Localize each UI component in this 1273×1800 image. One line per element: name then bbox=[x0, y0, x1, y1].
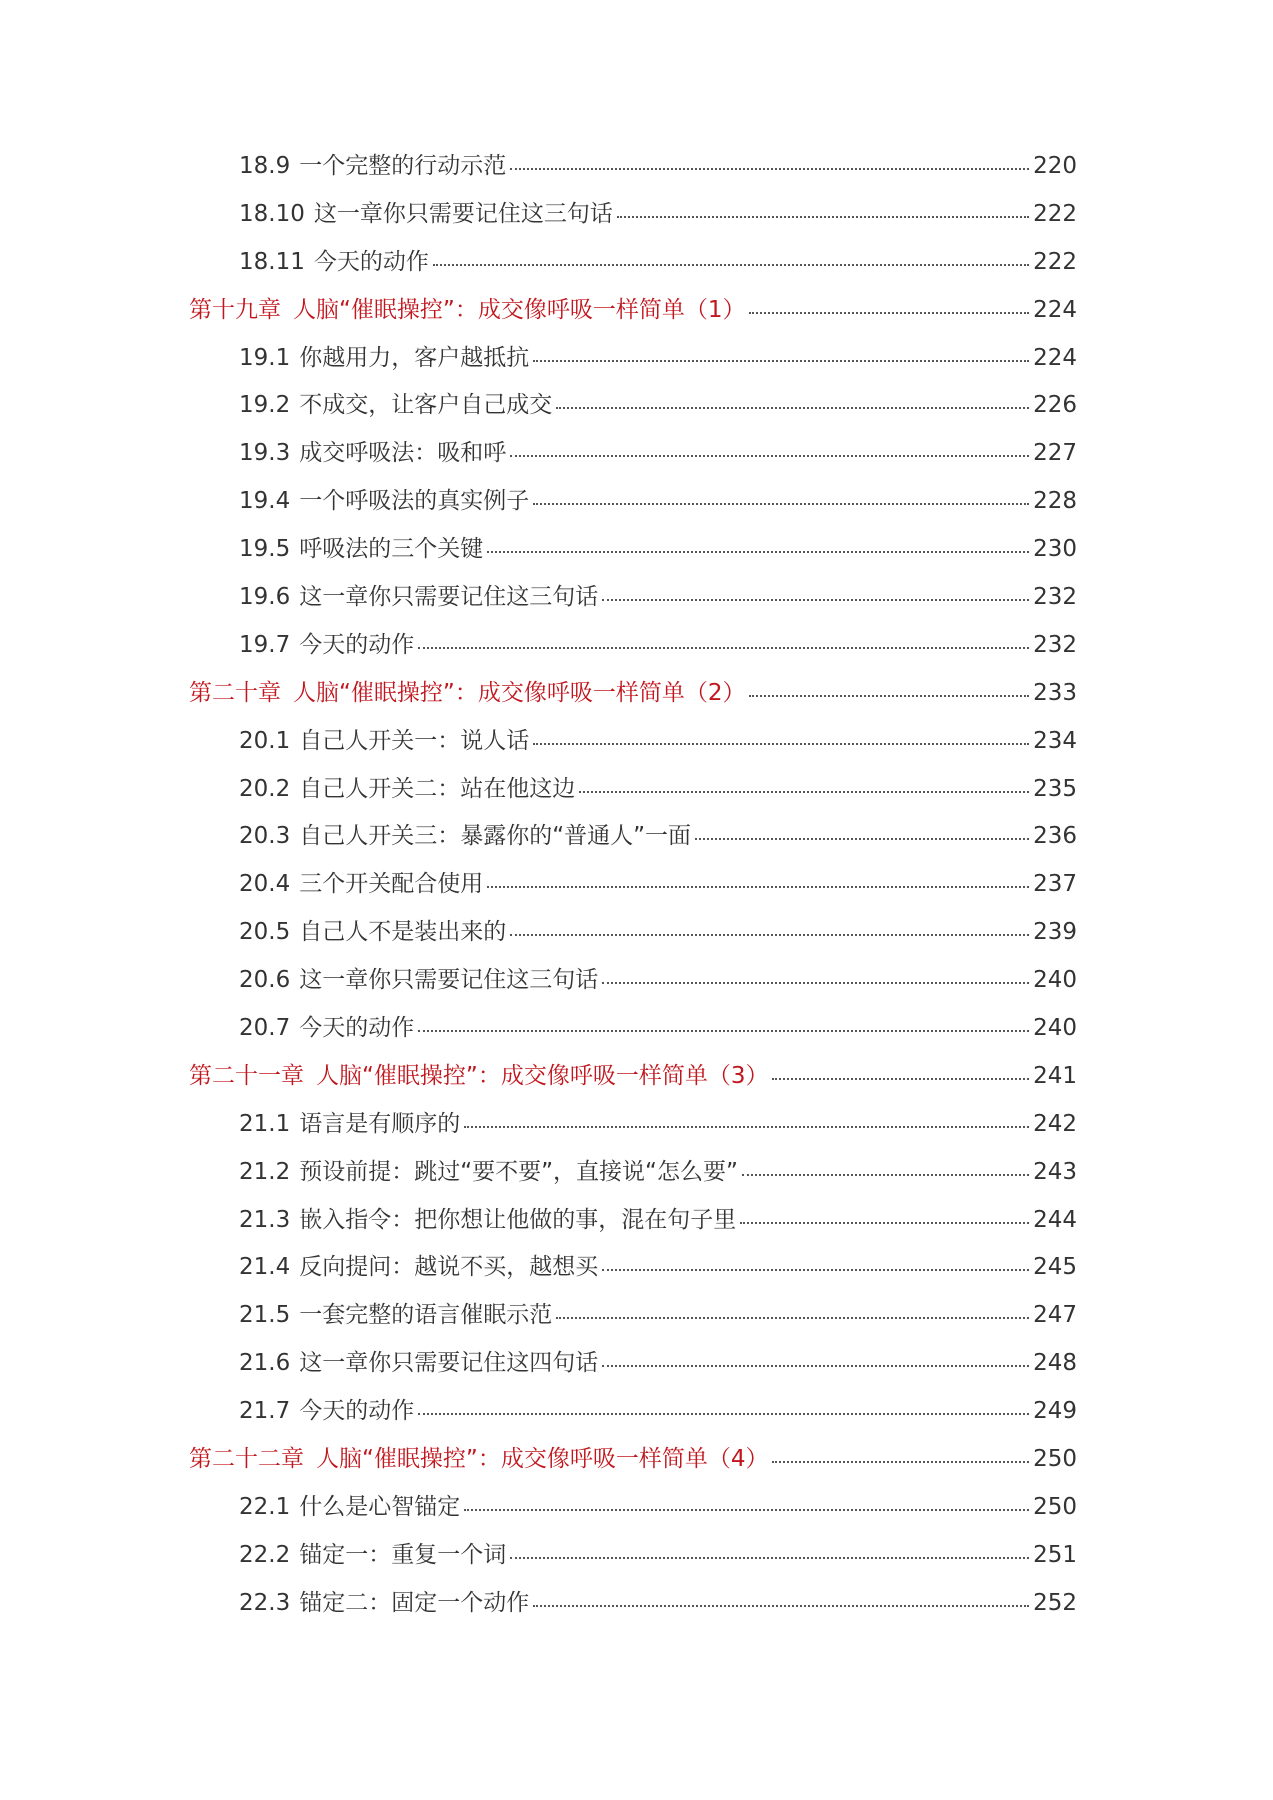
dot-leader bbox=[602, 982, 1029, 984]
toc-entry[interactable] bbox=[189, 1541, 1077, 1592]
toc-entry[interactable] bbox=[189, 921, 1077, 969]
toc-entry-title: 自己人不是装出来的 bbox=[299, 919, 507, 946]
toc-entry-number: 21.1 bbox=[239, 1110, 291, 1137]
dot-leader bbox=[533, 360, 1029, 362]
dot-leader bbox=[464, 1126, 1029, 1128]
toc-entry-page: 249 bbox=[1033, 1398, 1077, 1425]
toc-entry-title: 今天的动作 bbox=[299, 1398, 415, 1425]
dot-leader bbox=[533, 1605, 1029, 1607]
toc-entry-page: 222 bbox=[1033, 248, 1077, 275]
toc-chapter-heading[interactable] bbox=[189, 679, 1077, 730]
toc-entry-page: 239 bbox=[1033, 919, 1077, 946]
toc-chapter-number: 第二十章 bbox=[189, 679, 281, 706]
toc-entry-title: 不成交，让客户自己成交 bbox=[299, 392, 553, 419]
toc-entry-title: 预设前提：跳过“要不要”，直接说“怎么要” bbox=[299, 1158, 738, 1185]
toc-entry-page: 232 bbox=[1033, 584, 1077, 611]
toc-entry-page: 245 bbox=[1033, 1254, 1077, 1281]
dot-leader bbox=[749, 312, 1029, 314]
toc-entry-title: 三个开关配合使用 bbox=[299, 871, 484, 898]
toc-entry-number: 20.2 bbox=[239, 775, 291, 802]
toc-entry-page: 248 bbox=[1033, 1350, 1077, 1377]
toc-entry-number: 21.4 bbox=[239, 1254, 291, 1281]
toc-entry-page: 230 bbox=[1033, 536, 1077, 563]
toc-entry-title: 今天的动作 bbox=[299, 631, 415, 658]
toc-chapter-title: 人脑“催眠操控”：成交像呼吸一样简单（3） bbox=[316, 1062, 769, 1089]
toc-entry[interactable] bbox=[189, 538, 1077, 586]
toc-entry[interactable] bbox=[189, 344, 1077, 395]
dot-leader bbox=[556, 407, 1029, 409]
toc-entry[interactable] bbox=[189, 490, 1077, 538]
dot-leader bbox=[510, 934, 1029, 936]
dot-leader bbox=[418, 1030, 1029, 1032]
toc-entry-title: 这一章你只需要记住这四句话 bbox=[299, 1350, 599, 1377]
toc-entry[interactable] bbox=[189, 1017, 1077, 1065]
toc-entry[interactable] bbox=[189, 775, 1077, 826]
dot-leader bbox=[740, 1222, 1029, 1224]
toc-entry-title: 锚定一：重复一个词 bbox=[299, 1541, 507, 1568]
toc-chapter-heading[interactable] bbox=[189, 296, 1077, 347]
toc-entry-page: 244 bbox=[1033, 1206, 1077, 1233]
toc-entry-page: 224 bbox=[1033, 296, 1077, 323]
toc-entry-title: 成交呼吸法：吸和呼 bbox=[299, 440, 507, 467]
dot-leader bbox=[556, 1317, 1029, 1319]
toc-entry-page: 251 bbox=[1033, 1541, 1077, 1568]
dot-leader bbox=[749, 695, 1029, 697]
toc-entry-number: 21.2 bbox=[239, 1158, 291, 1185]
toc-entry-page: 240 bbox=[1033, 1015, 1077, 1042]
toc-entry-page: 240 bbox=[1033, 967, 1077, 994]
toc-chapter-title: 人脑“催眠操控”：成交像呼吸一样简单（1） bbox=[293, 296, 746, 323]
dot-leader bbox=[602, 1269, 1029, 1271]
toc-entry-page: 237 bbox=[1033, 871, 1077, 898]
toc-entry-page: 247 bbox=[1033, 1302, 1077, 1329]
toc-entry-number: 19.2 bbox=[239, 392, 291, 419]
toc-entry-number: 20.6 bbox=[239, 967, 291, 994]
toc-entry-number: 19.6 bbox=[239, 584, 291, 611]
dot-leader bbox=[533, 743, 1029, 745]
toc-chapter-title: 人脑“催眠操控”：成交像呼吸一样简单（2） bbox=[293, 679, 746, 706]
toc-entry[interactable] bbox=[189, 1400, 1077, 1448]
toc-entry-page: 224 bbox=[1033, 344, 1077, 371]
toc-entry-page: 234 bbox=[1033, 727, 1077, 754]
toc-entry[interactable] bbox=[189, 1304, 1077, 1352]
toc-chapter-number: 第二十一章 bbox=[189, 1062, 304, 1089]
toc-entry-number: 19.3 bbox=[239, 440, 291, 467]
toc-entry[interactable] bbox=[189, 873, 1077, 921]
dot-leader bbox=[772, 1078, 1029, 1080]
dot-leader bbox=[579, 791, 1029, 793]
toc-entry[interactable] bbox=[189, 155, 1077, 203]
toc-entry-page: 220 bbox=[1033, 153, 1077, 179]
dot-leader bbox=[487, 886, 1029, 888]
toc-entry-page: 250 bbox=[1033, 1493, 1077, 1520]
toc-entry-title: 什么是心智锚定 bbox=[299, 1493, 461, 1520]
toc-entry-page: 242 bbox=[1033, 1110, 1077, 1137]
toc-entry-number: 20.5 bbox=[239, 919, 291, 946]
toc-entry-title: 呼吸法的三个关键 bbox=[299, 536, 484, 563]
toc-entry-page: 226 bbox=[1033, 392, 1077, 419]
toc-chapter-title: 人脑“催眠操控”：成交像呼吸一样简单（4） bbox=[316, 1446, 769, 1473]
toc-entry-title: 这一章你只需要记住这三句话 bbox=[299, 967, 599, 994]
toc-entry-page: 236 bbox=[1033, 823, 1077, 850]
toc-entry-title: 嵌入指令：把你想让他做的事，混在句子里 bbox=[299, 1206, 737, 1233]
toc-entry-page: 250 bbox=[1033, 1446, 1077, 1473]
toc-chapter-number: 第十九章 bbox=[189, 296, 281, 323]
toc-entry-number: 18.9 bbox=[239, 153, 291, 179]
toc-entry-title: 一个完整的行动示范 bbox=[299, 153, 507, 179]
toc-entry[interactable] bbox=[189, 586, 1077, 634]
toc-entry-number: 21.6 bbox=[239, 1350, 291, 1377]
dot-leader bbox=[418, 1413, 1029, 1415]
toc-entry-number: 18.10 bbox=[239, 200, 305, 227]
toc-entry-number: 20.3 bbox=[239, 823, 291, 850]
toc-entry[interactable] bbox=[189, 1110, 1077, 1161]
toc-entry-number: 21.3 bbox=[239, 1206, 291, 1233]
dot-leader bbox=[464, 1509, 1029, 1511]
toc-entry-number: 19.4 bbox=[239, 488, 291, 515]
toc-entry-number: 22.3 bbox=[239, 1589, 291, 1616]
toc-entry-number: 19.1 bbox=[239, 344, 291, 371]
toc-entry[interactable] bbox=[189, 969, 1077, 1017]
toc-entry-page: 233 bbox=[1033, 679, 1077, 706]
toc-entry-title: 你越用力，客户越抵抗 bbox=[299, 344, 530, 371]
toc-entry[interactable] bbox=[189, 1352, 1077, 1400]
toc-entry[interactable] bbox=[189, 727, 1077, 778]
toc-entry[interactable] bbox=[189, 631, 1077, 682]
dot-leader bbox=[510, 1557, 1029, 1559]
toc-chapter-heading[interactable] bbox=[189, 1062, 1077, 1113]
toc-entry-number: 22.2 bbox=[239, 1541, 291, 1568]
toc-entry-page: 232 bbox=[1033, 631, 1077, 658]
toc-entry-number: 20.4 bbox=[239, 871, 291, 898]
toc-entry-number: 19.7 bbox=[239, 631, 291, 658]
toc-entry-title: 锚定二：固定一个动作 bbox=[299, 1589, 530, 1616]
toc-entry-number: 20.7 bbox=[239, 1015, 291, 1042]
toc-entry-page: 228 bbox=[1033, 488, 1077, 515]
toc-entry-page: 243 bbox=[1033, 1158, 1077, 1185]
toc-entry[interactable] bbox=[189, 1589, 1077, 1640]
toc-entry-title: 今天的动作 bbox=[313, 248, 429, 275]
toc-entry-title: 这一章你只需要记住这三句话 bbox=[299, 584, 599, 611]
toc-entry[interactable] bbox=[189, 1158, 1077, 1209]
dot-leader bbox=[533, 503, 1029, 505]
dot-leader bbox=[487, 551, 1029, 553]
dot-leader bbox=[742, 1174, 1029, 1176]
toc-entry-title: 自己人开关一：说人话 bbox=[299, 727, 530, 754]
toc-entry-number: 20.1 bbox=[239, 727, 291, 754]
toc-entry[interactable] bbox=[189, 1493, 1077, 1544]
toc-entry-page: 222 bbox=[1033, 200, 1077, 227]
toc-entry-number: 21.5 bbox=[239, 1302, 291, 1329]
dot-leader bbox=[617, 216, 1029, 218]
toc-entry[interactable] bbox=[189, 200, 1077, 251]
toc-entry[interactable] bbox=[189, 442, 1077, 490]
toc-entry-number: 21.7 bbox=[239, 1398, 291, 1425]
toc-entry[interactable] bbox=[189, 1256, 1077, 1304]
toc-entry-title: 反向提问：越说不买，越想买 bbox=[299, 1254, 599, 1281]
toc-entry-title: 一个呼吸法的真实例子 bbox=[299, 488, 530, 515]
toc-entry-page: 241 bbox=[1033, 1062, 1077, 1089]
toc-entry-title: 语言是有顺序的 bbox=[299, 1110, 461, 1137]
table-of-contents bbox=[189, 155, 1077, 1640]
toc-entry-page: 235 bbox=[1033, 775, 1077, 802]
toc-entry-page: 252 bbox=[1033, 1589, 1077, 1616]
dot-leader bbox=[602, 1365, 1029, 1367]
toc-entry-number: 18.11 bbox=[239, 248, 305, 275]
toc-entry[interactable] bbox=[189, 1206, 1077, 1257]
toc-chapter-heading[interactable] bbox=[189, 1448, 1077, 1496]
toc-entry[interactable] bbox=[189, 394, 1077, 442]
toc-entry-page: 227 bbox=[1033, 440, 1077, 467]
toc-entry-title: 一套完整的语言催眠示范 bbox=[299, 1302, 553, 1329]
dot-leader bbox=[772, 1461, 1029, 1463]
dot-leader bbox=[433, 264, 1029, 266]
dot-leader bbox=[602, 599, 1029, 601]
dot-leader bbox=[418, 647, 1029, 649]
toc-entry-title: 今天的动作 bbox=[299, 1015, 415, 1042]
dot-leader bbox=[510, 455, 1029, 457]
toc-entry-number: 22.1 bbox=[239, 1493, 291, 1520]
toc-entry-number: 19.5 bbox=[239, 536, 291, 563]
toc-entry[interactable] bbox=[189, 248, 1077, 299]
toc-entry[interactable] bbox=[189, 825, 1077, 873]
toc-entry-title: 自己人开关三：暴露你的“普通人”一面 bbox=[299, 823, 692, 850]
toc-chapter-number: 第二十二章 bbox=[189, 1446, 304, 1473]
toc-entry-title: 自己人开关二：站在他这边 bbox=[299, 775, 576, 802]
toc-entry-title: 这一章你只需要记住这三句话 bbox=[313, 200, 613, 227]
dot-leader bbox=[510, 168, 1029, 170]
dot-leader bbox=[695, 838, 1029, 840]
